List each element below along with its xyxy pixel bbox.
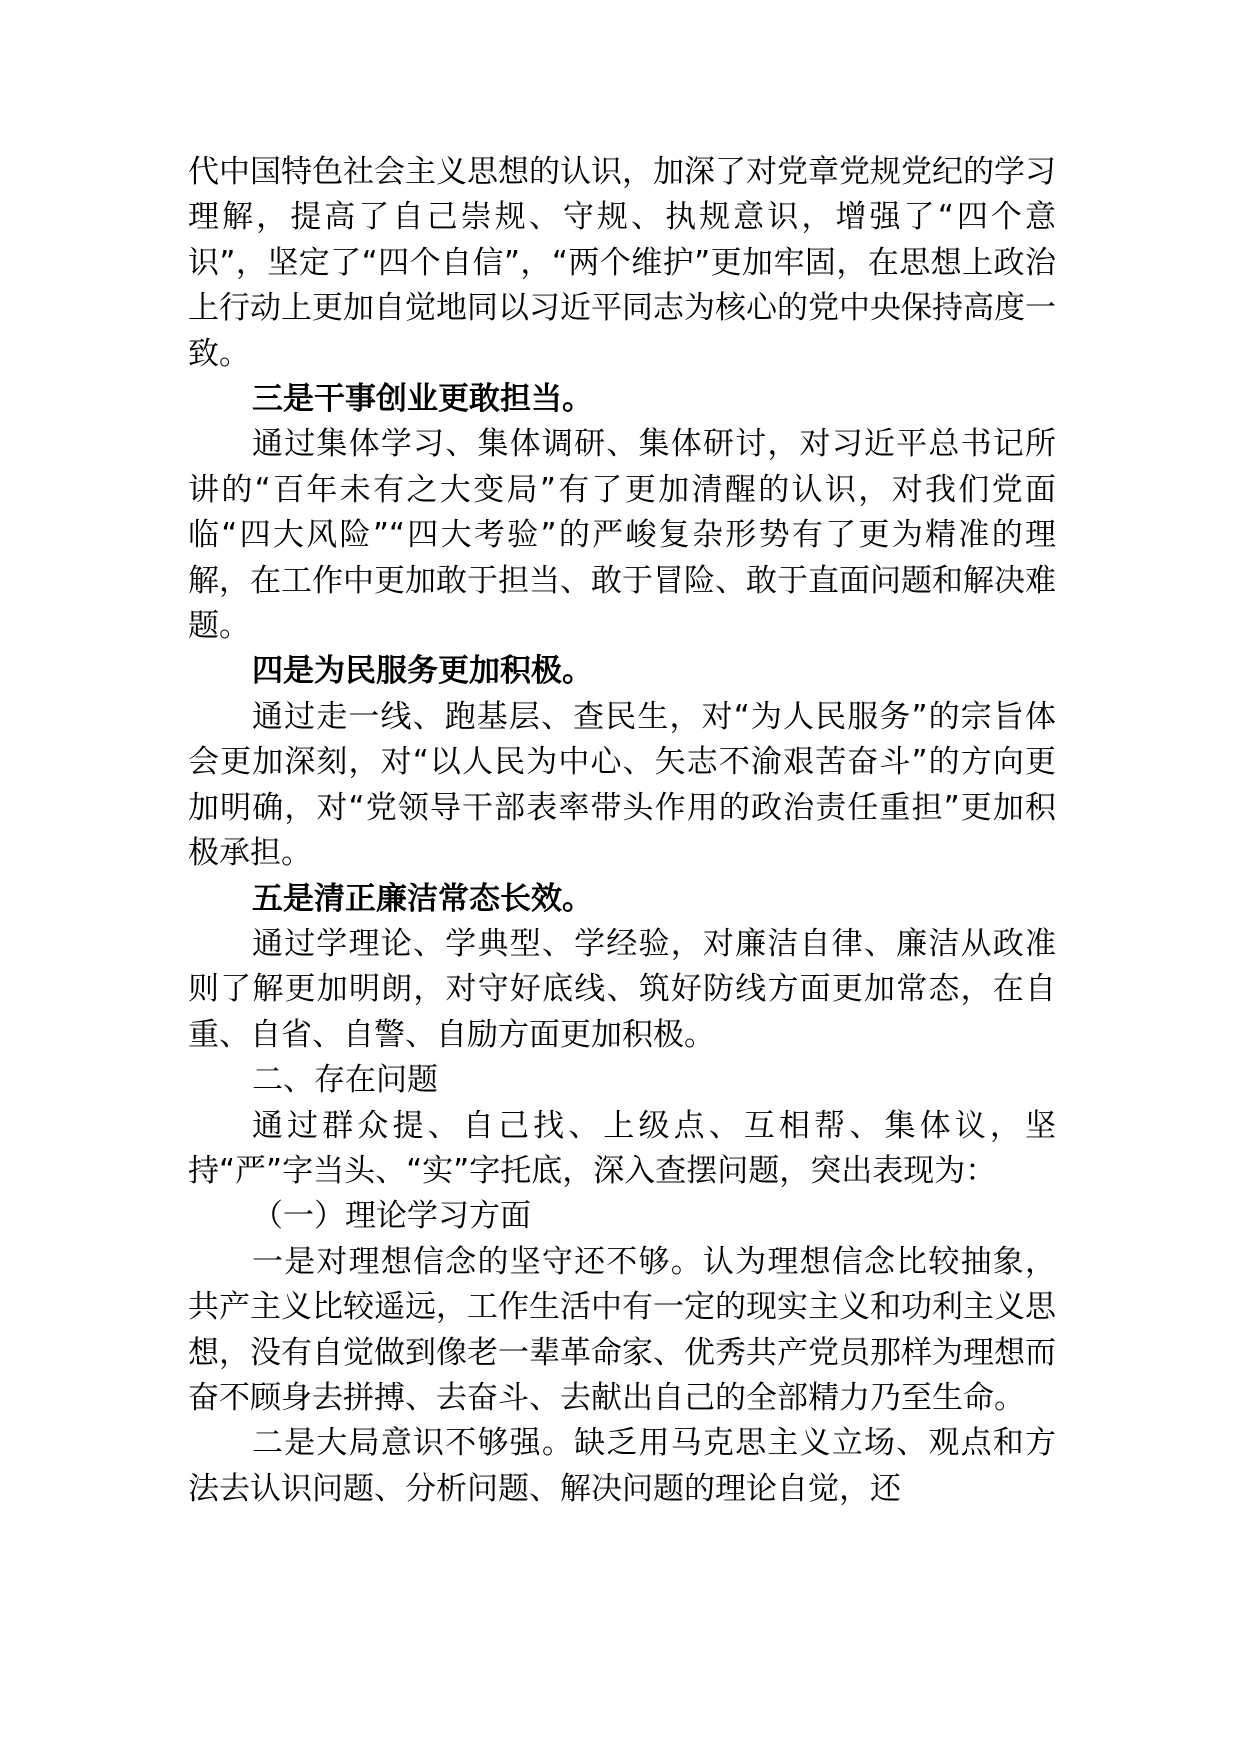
body-paragraph: 通过学理论、学典型、学经验，对廉洁自律、廉洁从政准则了解更加明朗，对守好底线、筑好防线方面更加常态，在自重、自省、自警、自励方面更加积极。	[188, 925, 1056, 1053]
body-paragraph: 一是对理想信念的坚守还不够。认为理想信念比较抽象，共产主义比较遥远，工作生活中有一定的现实主义和功利主义思想，没有自觉做到像老一辈革命家、优秀共产党员那样为理想而奋不顾身去拼搏、去奋斗、去献出自己的全部精力乃至生命。	[188, 1243, 1056, 1416]
section-heading: 五是清正廉洁常态长效。	[252, 880, 593, 917]
body-paragraph: 通过走一线、跑基层、查民生，对“为人民服务”的宗旨体会更加深刻，对“以人民为中心、矢志不渝艰苦奋斗”的方向更加明确，对“党领导干部表率带头作用的政治责任重担”更加积极承担。	[188, 698, 1056, 872]
body-paragraph: 代中国特色社会主义思想的认识，加深了对党章党规党纪的学习理解，提高了自己崇规、守规、执规意识，增强了“四个意识”，坚定了“四个自信”，“两个维护”更加牢固，在思想上政治上行动上更加自觉地同以习近平同志为核心的党中央保持高度一致。	[188, 154, 1056, 372]
section-heading: 三是干事创业更敢担当。	[252, 381, 593, 418]
chapter-heading: 二、存在问题	[252, 1062, 438, 1099]
body-paragraph: 通过群众提、自己找、上级点、互相帮、集体议，坚持“严”字当头、“实”字托底，深入查摆问题，突出表现为：	[188, 1107, 1056, 1189]
body-paragraph: 通过集体学习、集体调研、集体研讨，对习近平总书记所讲的“百年未有之大变局”有了更加清醒的认识，对我们党面临“四大风险”“四大考验”的严峻复杂形势有了更为精准的理解，在工作中更加敢于担当、敢于冒险、敢于直面问题和解决难题。	[188, 426, 1056, 645]
document-body	[188, 150, 1056, 1512]
subsection-heading: （一）理论学习方面	[252, 1198, 531, 1235]
body-paragraph: 二是大局意识不够强。缺乏用马克思主义立场、观点和方法去认识问题、分析问题、解决问题的理论自觉，还	[188, 1425, 1056, 1507]
section-heading: 四是为民服务更加积极。	[252, 653, 593, 690]
